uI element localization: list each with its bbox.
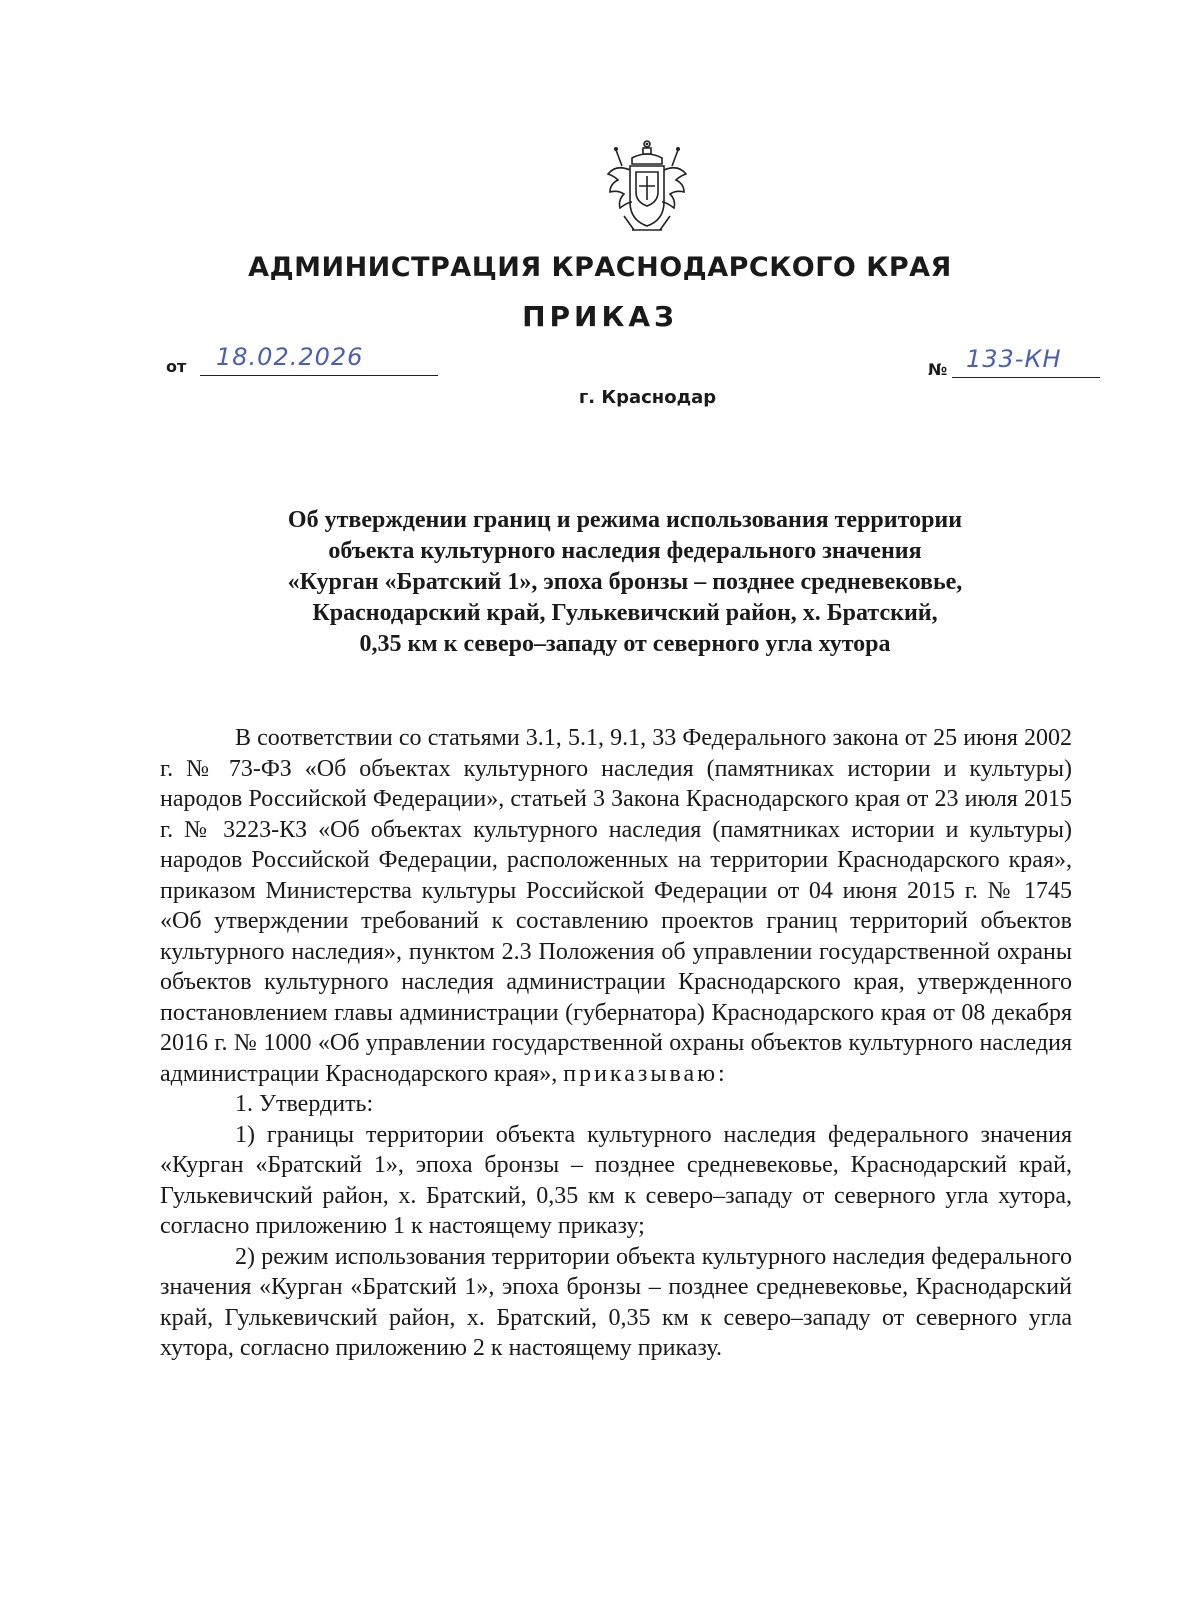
- intro-text: В соответствии со статьями 3.1, 5.1, 9.1, 33 Федерального закона от 25 июня 2002 г. № 73-ФЗ «Об объектах культурного наследия (памятниках истории и культуры) народов Российской Федерации», статьей 3 Закона Краснодарского края от 23 июля 2015 г. № 3223-КЗ «Об объектах культурного наследия (памятниках истории и культуры) народов Российской Федерации, расположенных на территории Краснодарского края», приказом Министерства культуры Российской Федерации от 04 июня 2015 г. № 1745 «Об утверждении требований к составлению проектов границ территорий объектов культурного наследия», пунктом 2.3 Положения об управлении государственной охраны объектов культурного наследия администрации Краснодарского края, утвержденного постановлением главы администрации (губернатора) Краснодарского края от 08 декабря 2016 г. № 1000 «Об управлении государственной охраны объектов культурного наследия администрации Краснодарского края»,: [160, 725, 1072, 1087]
- date-underline: [200, 375, 438, 376]
- organization-name: АДМИНИСТРАЦИЯ КРАСНОДАРСКОГО КРАЯ: [248, 252, 952, 283]
- title-line: «Курган «Братский 1», эпоха бронзы – позднее средневековье,: [287, 569, 963, 595]
- coat-of-arms-icon: [602, 136, 692, 236]
- date-label: от: [166, 357, 187, 376]
- document-body: [160, 723, 1072, 1364]
- order-word: приказываю:: [563, 1060, 728, 1087]
- number-value: 133-КН: [966, 345, 1062, 373]
- subpoint-1: 1) границы территории объекта культурного наследия федерального значения «Курган «Братский 1», эпоха бронзы – позднее средневековье, Краснодарский край, Гулькевичский район, х. Братский, 0,35 км к северо–западу от северного угла хутора, согласно приложению 1 к настоящему приказу;: [160, 1121, 1072, 1239]
- intro-paragraph: [160, 723, 1072, 1089]
- title-line: 0,35 км к северо–западу от северного угла хутора: [359, 631, 891, 657]
- document-title: [200, 505, 1050, 660]
- number-label: №: [928, 360, 948, 379]
- date-value: 18.02.2026: [216, 343, 364, 371]
- point-1: 1. Утвердить:: [235, 1091, 374, 1117]
- title-line: Об утверждении границ и режима использования территории: [287, 507, 963, 533]
- title-line: Краснодарский край, Гулькевичский район, х. Братский,: [312, 600, 938, 626]
- subpoint-2: 2) режим использования территории объекта культурного наследия федерального значения «Курган «Братский 1», эпоха бронзы – позднее средневековье, Краснодарский край, Гулькевичский район, х. Братский, 0,35 км к северо–западу от северного угла хутора, согласно приложению 2 к настоящему приказу.: [160, 1243, 1072, 1361]
- city-name: г. Краснодар: [578, 387, 717, 408]
- title-line: объекта культурного наследия федерального значения: [328, 538, 922, 564]
- number-underline: [952, 377, 1100, 378]
- document-type: ПРИКАЗ: [522, 300, 678, 333]
